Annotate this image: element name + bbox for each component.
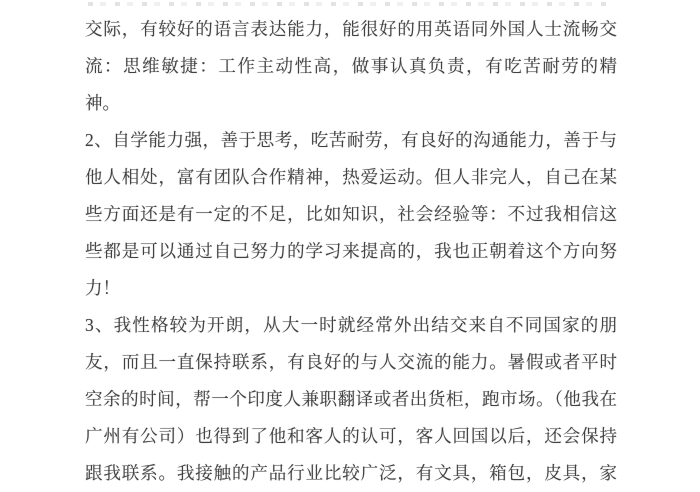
text-line: 力！ <box>85 278 120 298</box>
text-line: 跟我联系。我接触的产品行业比较广泛，有文具，箱包，皮具，家 <box>85 463 617 483</box>
text-line: 广州有公司）也得到了他和客人的认可，客人回国以后，还会保持 <box>85 426 617 446</box>
paragraph-2 <box>85 122 617 307</box>
text-line: 3、我性格较为开朗，从大一时就经常外出结交来自不同国家的朋 <box>85 315 617 335</box>
text-line: 2、自学能力强，善于思考，吃苦耐劳，有良好的沟通能力，善于与 <box>85 130 617 150</box>
text-line: 交际，有较好的语言表达能力，能很好的用英语同外国人士流畅交 <box>85 19 617 39</box>
text-line: 友，而且一直保持联系，有良好的与人交流的能力。暑假或者平时 <box>85 352 617 372</box>
cropped-line-top-remnant <box>88 2 612 6</box>
text-line: 空余的时间，帮一个印度人兼职翻译或者出货柜，跑市场。（他我在 <box>85 389 617 409</box>
text-line: 些方面还是有一定的不足，比如知识，社会经验等：不过我相信这 <box>85 204 617 224</box>
text-line: 神。 <box>85 93 120 113</box>
text-line: 些都是可以通过自己努力的学习来提高的，我也正朝着这个方向努 <box>85 241 617 261</box>
paragraph-3 <box>85 307 617 492</box>
text-line: 流：思维敏捷：工作主动性高，做事认真负责，有吃苦耐劳的精 <box>85 56 617 76</box>
text-line: 他人相处，富有团队合作精神，热爱运动。但人非完人，自己在某 <box>85 167 617 187</box>
paragraph-1-continuation <box>85 11 617 122</box>
document-body <box>85 11 617 492</box>
